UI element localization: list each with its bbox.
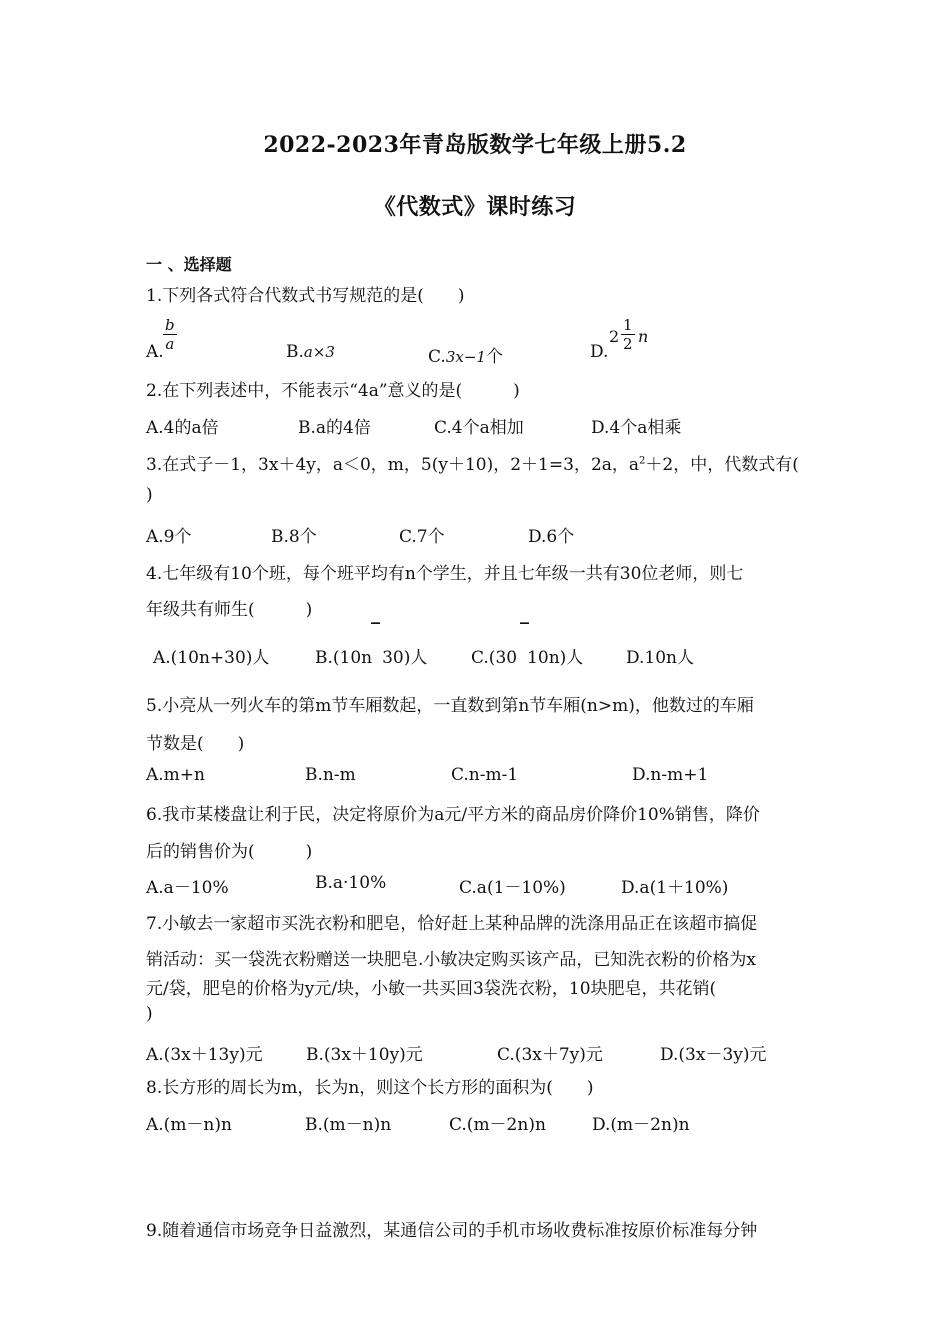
q7-option-d: D.(3x－3y)元 (660, 1045, 767, 1065)
q5-option-b: B.n-m (305, 765, 356, 785)
q2-option-d: D.4个a相乘 (591, 418, 682, 438)
q2-stem: 2.在下列表述中，不能表示“4a”意义的是( ) (146, 381, 520, 401)
q4-option-b-minus-sign: ‾ (371, 620, 380, 641)
q1-option-d-whole: 2 (609, 327, 620, 346)
q4-option-c-minus-sign: ‾ (520, 620, 529, 641)
q8-option-d: D.(m－2n)n (592, 1115, 690, 1135)
q6-option-a: A.a－10% (146, 878, 229, 898)
q6-option-c: C.a(1－10%) (459, 878, 566, 898)
q3-stem-line2: ) (146, 485, 153, 505)
q3-stem (146, 450, 799, 475)
q8-option-a: A.(m－n)n (146, 1115, 232, 1135)
q1-option-a-denominator: a (165, 335, 175, 353)
q7-stem-line3: 元/袋，肥皂的价格为y元/块，小敏一共买回3袋洗衣粉，10块肥皂，共花销( (146, 979, 717, 999)
q3-stem-part1: 3.在式子－1，3x＋4y，a＜0，m，5(y＋10)，2＋1=3，2a，a (146, 455, 640, 475)
q4-option-d: D.10n人 (626, 648, 695, 668)
q8-stem: 8.长方形的周长为m，长为n，则这个长方形的面积为( ) (146, 1078, 594, 1098)
q1-option-c-suffix: 个 (485, 347, 503, 367)
q4-option-b-part2: 30)人 (382, 648, 428, 668)
q7-option-c: C.(3x＋7y)元 (497, 1045, 603, 1065)
q3-option-a: A.9个 (146, 527, 192, 547)
q1-option-c-label: C. (428, 347, 446, 367)
q1-option-d-fraction (621, 316, 635, 353)
section-heading: 一 、选择题 (146, 255, 232, 274)
q2-option-b: B.a的4倍 (298, 418, 371, 438)
q1-option-b-expr: a×3 (303, 343, 335, 361)
q3-stem-part2: ＋2，中，代数式有( (645, 455, 799, 475)
q5-stem-line2: 节数是( ) (146, 734, 245, 754)
q1-option-d-denominator: 2 (623, 335, 633, 353)
q9-stem-line1: 9.随着通信市场竞争日益激烈，某通信公司的手机市场收费标准按原价标准每分钟 (146, 1221, 758, 1241)
q4-option-b-part1: B.(10n (315, 648, 373, 668)
q1-option-a-numerator: b (165, 316, 175, 334)
q8-option-c: C.(m－2n)n (449, 1115, 546, 1135)
q7-option-a: A.(3x＋13y)元 (146, 1045, 263, 1065)
q1-option-d-var: n (638, 327, 649, 346)
q1-option-d-numerator: 1 (623, 316, 633, 334)
q2-option-a: A.4的a倍 (146, 418, 219, 438)
q5-option-d: D.n-m+1 (632, 765, 709, 785)
q6-option-b: B.a·10% (315, 873, 387, 893)
q7-stem-line4: ) (146, 1004, 153, 1024)
q6-stem-line2: 后的销售价为( ) (146, 842, 313, 862)
q7-stem-line1: 7.小敏去一家超市买洗衣粉和肥皂，恰好赶上某种品牌的洗涤用品正在该超市搞促 (146, 914, 758, 934)
q8-option-b: B.(m－n)n (305, 1115, 392, 1135)
q4-stem-line2: 年级共有师生( ) (146, 600, 313, 620)
q5-option-a: A.m+n (146, 765, 205, 785)
q1-option-d-label: D. (590, 342, 609, 362)
q1-option-c (428, 342, 503, 367)
q6-option-d: D.a(1＋10%) (621, 878, 729, 898)
q1-option-a-fraction (163, 316, 177, 353)
page-title-line1: 2022-2023年青岛版数学七年级上册5.2 (263, 132, 687, 158)
q4-option-c-part1: C.(30 (471, 648, 518, 668)
q4-option-a: A.(10n+30)人 (153, 648, 270, 668)
q4-option-c (471, 643, 583, 668)
q1-option-b-label: B. (286, 342, 304, 362)
q1-option-b (286, 342, 335, 362)
q5-stem-line1: 5.小亮从一列火车的第m节车厢数起，一直数到第n节车厢(n>m)，他数过的车厢 (146, 696, 754, 716)
q3-option-c: C.7个 (399, 527, 445, 547)
q3-option-b: B.8个 (271, 527, 317, 547)
q4-option-c-part2: 10n)人 (527, 648, 584, 668)
q5-option-c: C.n-m-1 (451, 765, 519, 785)
q4-stem-line1: 4.七年级有10个班，每个班平均有n个学生，并且七年级一共有30位老师，则七 (146, 564, 744, 584)
q7-option-b: B.(3x＋10y)元 (306, 1045, 423, 1065)
q6-stem-line1: 6.我市某楼盘让利于民，决定将原价为a元/平方米的商品房价降价10%销售，降价 (146, 805, 760, 825)
q1-stem: 1.下列各式符合代数式书写规范的是( ) (146, 286, 465, 306)
q3-option-d: D.6个 (528, 527, 575, 547)
q1-option-a-label: A. (146, 342, 164, 362)
q3-stem-superscript: 2 (639, 455, 646, 467)
q1-option-c-expr: 3x−1 (445, 348, 486, 366)
q7-stem-line2: 销活动：买一袋洗衣粉赠送一块肥皂.小敏决定购买该产品，已知洗衣粉的价格为x (146, 950, 756, 970)
q2-option-c: C.4个a相加 (434, 418, 524, 438)
page-title-line2: 《代数式》课时练习 (373, 194, 577, 220)
q4-option-b (315, 643, 427, 668)
